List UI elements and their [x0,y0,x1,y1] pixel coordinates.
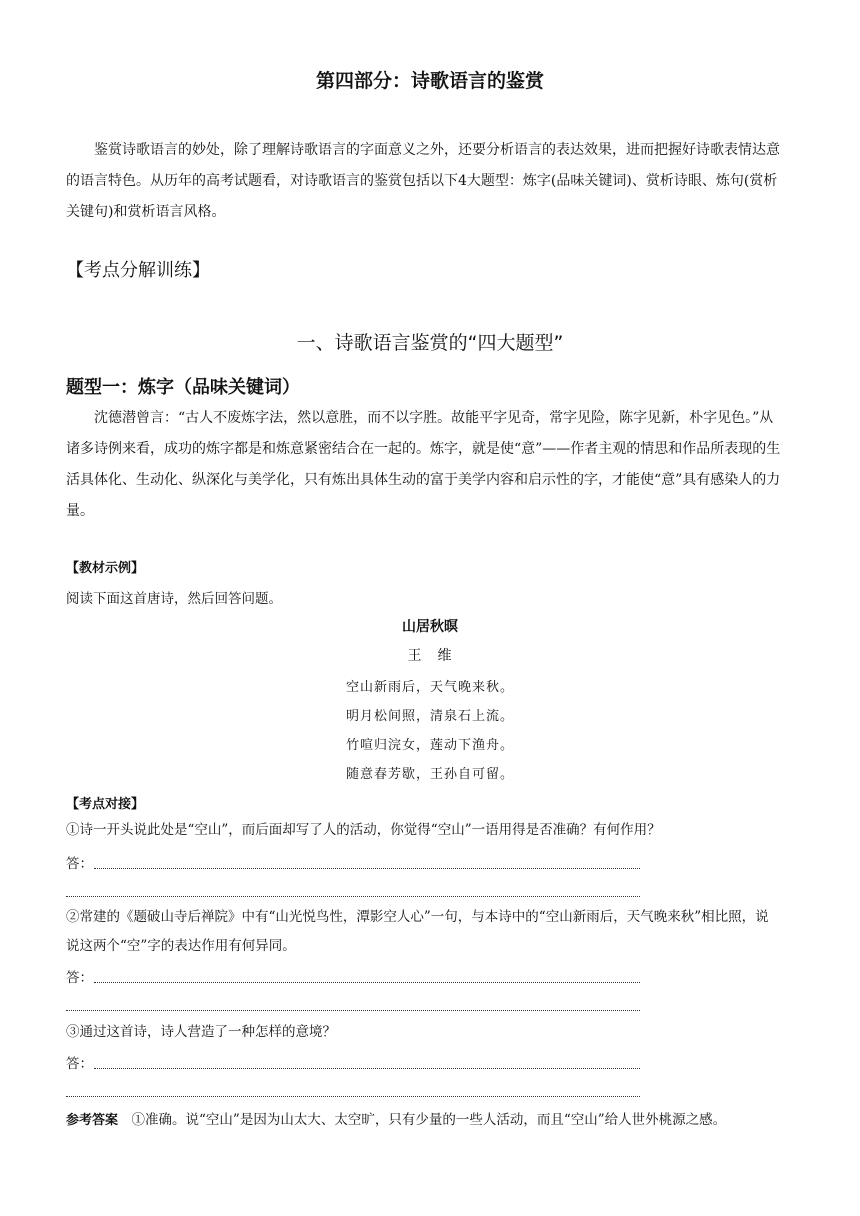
poem-title: 山居秋暝 [402,619,458,635]
poem-author: 王 维 [407,648,453,664]
type-one-heading: 题型一：炼字（品味关键词） [66,377,300,398]
section-bracket-heading: 【考点分解训练】 [66,260,210,281]
textbook-example-label: 【教材示例】 [66,561,145,576]
answer-label: 答： [66,856,93,872]
answer-line[interactable] [66,1096,640,1097]
question-3: ③通过这首诗，诗人营造了一种怎样的意境？ [66,1024,336,1040]
poem-line: 空山新雨后，天气晚来秋。 [345,680,514,695]
answer-line[interactable] [66,896,640,897]
answer-line[interactable] [94,982,640,983]
question-1: ①诗一开头说此处是“空山”，而后面却写了人的活动，你觉得“空山”一语用得是否准确？有何作用？ [66,822,661,838]
reference-answer [66,1105,782,1136]
question-2: ②常建的《题破山寺后禅院》中有“山光悦鸟性，潭影空人心”一句，与本诗中的“空山新雨后，天气晚来秋”相比照，说说这两个“空”字的表达作用有何异同。 [66,909,769,954]
answer-label: 答： [66,1056,93,1072]
reference-answer-text: ①准确。说“空山”是因为山太大、太空旷，只有少量的一些人活动，而且“空山”给人世外桃源之感。 [131,1112,727,1128]
answer-line[interactable] [94,1068,640,1069]
answer-line[interactable] [66,1010,640,1011]
poem-line: 竹喧归浣女，莲动下渔舟。 [345,738,514,753]
page-title: 第四部分：诗歌语言的鉴赏 [315,70,544,92]
answer-line[interactable] [94,868,640,869]
intro-paragraph: 鉴赏诗歌语言的妙处，除了理解诗歌语言的字面意义之外，还要分析语言的表达效果，进而把握好诗歌表情达意的语言特色。从历年的高考试题看，对诗歌语言的鉴赏包括以下4大题型：炼字(品味关键词)、赏析诗眼、炼句(赏析关键句)和赏析语言风格。 [66,142,780,220]
exam-point-label: 【考点对接】 [66,797,145,812]
reference-answer-label: 参考答案 [66,1113,119,1128]
section-heading: 一、诗歌语言鉴赏的“四大题型” [296,332,564,354]
poem-line: 明月松间照，清泉石上流。 [345,709,514,724]
answer-label: 答： [66,970,93,986]
instruction-text: 阅读下面这首唐诗，然后回答问题。 [66,591,282,607]
poem-line: 随意春芳歇，王孙自可留。 [345,767,514,782]
type-one-paragraph: 沈德潜曾言：“古人不废炼字法，然以意胜，而不以字胜。故能平字见奇，常字见险，陈字见新，朴字见色。”从诸多诗例来看，成功的炼字都是和炼意紧密结合在一起的。炼字，就是使“意”——作者主观的情思和作品所表现的生活具体化、生动化、纵深化与美学化，只有炼出具体生动的富于美学内容和启示性的字，才能使“意”具有感染人的力量。 [66,410,781,519]
